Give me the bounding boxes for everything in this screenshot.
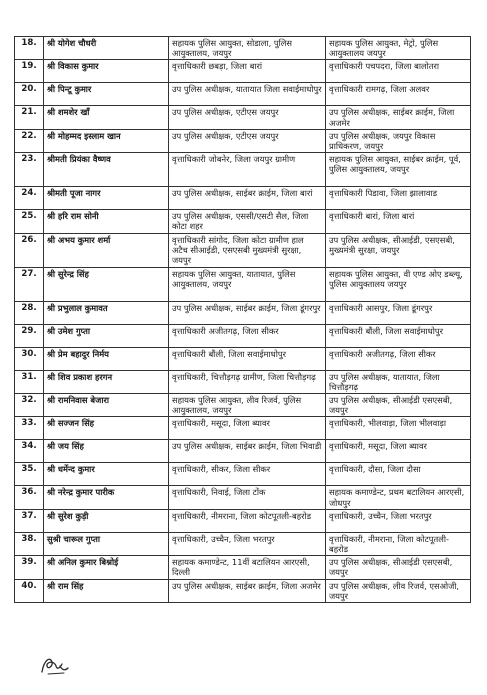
current-posting-cell: वृत्ताधिकारी, निवाई, जिला टोंक bbox=[169, 486, 326, 509]
officer-name-cell: श्री प्रेम बहादुर निर्मय bbox=[44, 347, 169, 370]
new-posting-cell: उप पुलिस अधीक्षक, लीव रिजर्व, एसओजी, जयपुर bbox=[326, 579, 471, 602]
current-posting-cell: उप पुलिस अधीक्षक, साईबर क्राईम, जिला अजमेर bbox=[169, 579, 326, 602]
serial-number-cell: 26. bbox=[15, 233, 44, 267]
table-row bbox=[15, 486, 471, 509]
serial-number-cell: 39. bbox=[15, 556, 44, 579]
current-posting-cell: वृत्ताधिकारी, उच्चैन, जिला भरतपुर bbox=[169, 532, 326, 555]
current-posting-cell: वृत्ताधिकारी, सीकर, जिला सीकर bbox=[169, 463, 326, 486]
current-posting-cell: वृत्ताधिकारी जोबनेर, जिला जयपुर ग्रामीण bbox=[169, 153, 326, 187]
serial-number-cell: 20. bbox=[15, 83, 44, 106]
table-row bbox=[15, 37, 471, 60]
new-posting-cell: सहायक पुलिस आयुक्त, वी एण्ड ओए डब्ल्यू, पुलिस आयुक्तालय जयपुर bbox=[326, 267, 471, 301]
table-row bbox=[15, 324, 471, 347]
table-row bbox=[15, 440, 471, 463]
serial-number-cell: 40. bbox=[15, 579, 44, 602]
current-posting-cell: उप पुलिस अधीक्षक, एटीएस जयपुर bbox=[169, 106, 326, 129]
new-posting-cell: वृत्ताधिकारी आसपुर, जिला डूंगरपुर bbox=[326, 301, 471, 324]
current-posting-cell: उप पुलिस अधीक्षक, साईबर क्राईम, जिला भिवाडी bbox=[169, 440, 326, 463]
current-posting-cell: वृत्ताधिकारी, मसूदा, जिला ब्यावर bbox=[169, 417, 326, 440]
officer-name-cell: श्रीमती पूजा नागर bbox=[44, 187, 169, 210]
table-row bbox=[15, 370, 471, 393]
new-posting-cell: वृत्ताधिकारी, मसूदा, जिला ब्यावर bbox=[326, 440, 471, 463]
new-posting-cell: वृत्ताधिकारी पचपदरा, जिला बालोतरा bbox=[326, 60, 471, 83]
new-posting-cell: वृत्ताधिकारी, भीलवाड़ा, जिला भीलवाड़ा bbox=[326, 417, 471, 440]
serial-number-cell: 24. bbox=[15, 187, 44, 210]
table-row bbox=[15, 106, 471, 129]
officer-name-cell: श्री योगेश चौधरी bbox=[44, 37, 169, 60]
officer-name-cell: श्री शिव प्रकाश हरगन bbox=[44, 370, 169, 393]
table-row bbox=[15, 394, 471, 417]
serial-number-cell: 31. bbox=[15, 370, 44, 393]
officer-name-cell: श्री विकास कुमार bbox=[44, 60, 169, 83]
officer-name-cell: श्री शमशेर खाँ bbox=[44, 106, 169, 129]
new-posting-cell: उप पुलिस अधीक्षक, सीआईडी एसएसबी, जयपुर bbox=[326, 394, 471, 417]
serial-number-cell: 21. bbox=[15, 106, 44, 129]
serial-number-cell: 28. bbox=[15, 301, 44, 324]
serial-number-cell: 27. bbox=[15, 267, 44, 301]
officer-name-cell: श्री रामनिवास बेजारा bbox=[44, 394, 169, 417]
officer-name-cell: श्री अनिल कुमार बिश्नोई bbox=[44, 556, 169, 579]
table-row bbox=[15, 153, 471, 187]
current-posting-cell: वृत्ताधिकारी बौंली, जिला सवाईमाधोपुर bbox=[169, 347, 326, 370]
current-posting-cell: वृत्ताधिकारी सांगोद, जिला कोटा ग्रामीण हाल अटैच सीआईडी, एसएसबी मुख्यमंत्री सुरक्षा, जयपुर bbox=[169, 233, 326, 267]
serial-number-cell: 35. bbox=[15, 463, 44, 486]
new-posting-cell: सहायक पुलिस आयुक्त, साईबर क्राईम, पूर्व, पुलिस आयुक्तालय, जयपुर bbox=[326, 153, 471, 187]
new-posting-cell: वृत्ताधिकारी, उच्चैन, जिला भरतपुर bbox=[326, 509, 471, 532]
current-posting-cell: वृत्ताधिकारी छबड़ा, जिला बारां bbox=[169, 60, 326, 83]
serial-number-cell: 23. bbox=[15, 153, 44, 187]
table-row bbox=[15, 233, 471, 267]
new-posting-cell: सहायक पुलिस आयुक्त, मेट्रो, पुलिस आयुक्तालय जयपुर bbox=[326, 37, 471, 60]
current-posting-cell: उप पुलिस अधीक्षक, यातायात जिला सवाईमाधोपुर bbox=[169, 83, 326, 106]
table-row bbox=[15, 579, 471, 602]
officer-name-cell: श्री प्रभुलाल कुमावत bbox=[44, 301, 169, 324]
current-posting-cell: सहायक पुलिस आयुक्त, लीव रिजर्व, पुलिस आयुक्तालय, जयपुर bbox=[169, 394, 326, 417]
serial-number-cell: 37. bbox=[15, 509, 44, 532]
serial-number-cell: 38. bbox=[15, 532, 44, 555]
serial-number-cell: 32. bbox=[15, 394, 44, 417]
serial-number-cell: 19. bbox=[15, 60, 44, 83]
current-posting-cell: वृत्ताधिकारी अजीतगढ़, जिला सीकर bbox=[169, 324, 326, 347]
serial-number-cell: 36. bbox=[15, 486, 44, 509]
officer-name-cell: श्री पिन्टू कुमार bbox=[44, 83, 169, 106]
table-row bbox=[15, 83, 471, 106]
new-posting-cell: वृत्ताधिकारी अजीतगढ़, जिला सीकर bbox=[326, 347, 471, 370]
transfer-list-body bbox=[15, 37, 471, 603]
current-posting-cell: उप पुलिस अधीक्षक, एटीएस जयपुर bbox=[169, 129, 326, 152]
table-row bbox=[15, 556, 471, 579]
officer-name-cell: सुश्री चारूल गुप्ता bbox=[44, 532, 169, 555]
officer-name-cell: श्री अभय कुमार शर्मा bbox=[44, 233, 169, 267]
table-row bbox=[15, 463, 471, 486]
new-posting-cell: वृत्ताधिकारी बौंली, जिला सवाईमाधोपुर bbox=[326, 324, 471, 347]
current-posting-cell: उप पुलिस अधीक्षक, साईबर क्राईम, जिला बारां bbox=[169, 187, 326, 210]
new-posting-cell: उप पुलिस अधीक्षक, जयपुर विकास प्राधिकरण, जयपुर bbox=[326, 129, 471, 152]
current-posting-cell: उप पुलिस अधीक्षक, साईबर क्राईम, जिला डूंगरपुर bbox=[169, 301, 326, 324]
serial-number-cell: 34. bbox=[15, 440, 44, 463]
current-posting-cell: वृत्ताधिकारी, चित्तौड़गढ़ ग्रामीण, जिला चित्तौड़गढ़ bbox=[169, 370, 326, 393]
officer-name-cell: श्री नरेन्द्र कुमार पारीक bbox=[44, 486, 169, 509]
officer-name-cell: श्री हरि राम सोनी bbox=[44, 210, 169, 233]
new-posting-cell: वृत्ताधिकारी, नीमराना, जिला कोटपूतली-बहरोड bbox=[326, 532, 471, 555]
table-row bbox=[15, 417, 471, 440]
table-row bbox=[15, 301, 471, 324]
new-posting-cell: उप पुलिस अधीक्षक, यातायात, जिला चित्तौड़गढ़ bbox=[326, 370, 471, 393]
table-row bbox=[15, 267, 471, 301]
officer-name-cell: श्री उमेश गुप्ता bbox=[44, 324, 169, 347]
current-posting-cell: सहायक पुलिस आयुक्त, सोडाला, पुलिस आयुक्तालय, जयपुर bbox=[169, 37, 326, 60]
new-posting-cell: वृत्ताधिकारी पिडावा, जिला झालावाड bbox=[326, 187, 471, 210]
handwritten-signature-mark bbox=[38, 652, 72, 678]
serial-number-cell: 30. bbox=[15, 347, 44, 370]
table-row bbox=[15, 129, 471, 152]
transfer-list-table bbox=[14, 36, 471, 603]
current-posting-cell: उप पुलिस अधीक्षक, एससी/एसटी सैल, जिला कोटा शहर bbox=[169, 210, 326, 233]
serial-number-cell: 22. bbox=[15, 129, 44, 152]
serial-number-cell: 18. bbox=[15, 37, 44, 60]
table-row bbox=[15, 347, 471, 370]
table-row bbox=[15, 210, 471, 233]
table-row bbox=[15, 509, 471, 532]
serial-number-cell: 33. bbox=[15, 417, 44, 440]
officer-name-cell: श्री जय सिंह bbox=[44, 440, 169, 463]
current-posting-cell: सहायक कमाण्डेन्ट, 11वीं बटालियन आरएसी, दिल्ली bbox=[169, 556, 326, 579]
new-posting-cell: वृत्ताधिकारी रामगढ़, जिला अलवर bbox=[326, 83, 471, 106]
table-row bbox=[15, 60, 471, 83]
new-posting-cell: उप पुलिस अधीक्षक, सीआईडी एसएसबी, जयपुर bbox=[326, 556, 471, 579]
current-posting-cell: सहायक पुलिस आयुक्त, यातायात, पुलिस आयुक्तालय, जयपुर bbox=[169, 267, 326, 301]
officer-name-cell: श्री मोहम्मद इस्लाम खान bbox=[44, 129, 169, 152]
new-posting-cell: वृत्ताधिकारी बारां, जिला बारां bbox=[326, 210, 471, 233]
officer-name-cell: श्री राम सिंह bbox=[44, 579, 169, 602]
officer-name-cell: श्रीमती प्रियंका वैष्णव bbox=[44, 153, 169, 187]
table-row bbox=[15, 187, 471, 210]
current-posting-cell: वृत्ताधिकारी, नीमराना, जिला कोटपूतली-बहरोड bbox=[169, 509, 326, 532]
new-posting-cell: सहायक कमाण्डेन्ट, प्रथम बटालियन आरएसी, जोधपुर bbox=[326, 486, 471, 509]
officer-name-cell: श्री सुरेश कुड़ी bbox=[44, 509, 169, 532]
new-posting-cell: वृत्ताधिकारी, दौसा, जिला दौसा bbox=[326, 463, 471, 486]
officer-name-cell: श्री सज्जन सिंह bbox=[44, 417, 169, 440]
officer-name-cell: श्री सुरेन्द्र सिंह bbox=[44, 267, 169, 301]
serial-number-cell: 25. bbox=[15, 210, 44, 233]
serial-number-cell: 29. bbox=[15, 324, 44, 347]
new-posting-cell: उप पुलिस अधीक्षक, सीआईडी, एसएसबी, मुख्यमंत्री सुरक्षा, जयपुर bbox=[326, 233, 471, 267]
officer-name-cell: श्री धर्मेन्द कुमार bbox=[44, 463, 169, 486]
new-posting-cell: उप पुलिस अधीक्षक, साईबर क्राईम, जिला अजमेर bbox=[326, 106, 471, 129]
table-row bbox=[15, 532, 471, 555]
